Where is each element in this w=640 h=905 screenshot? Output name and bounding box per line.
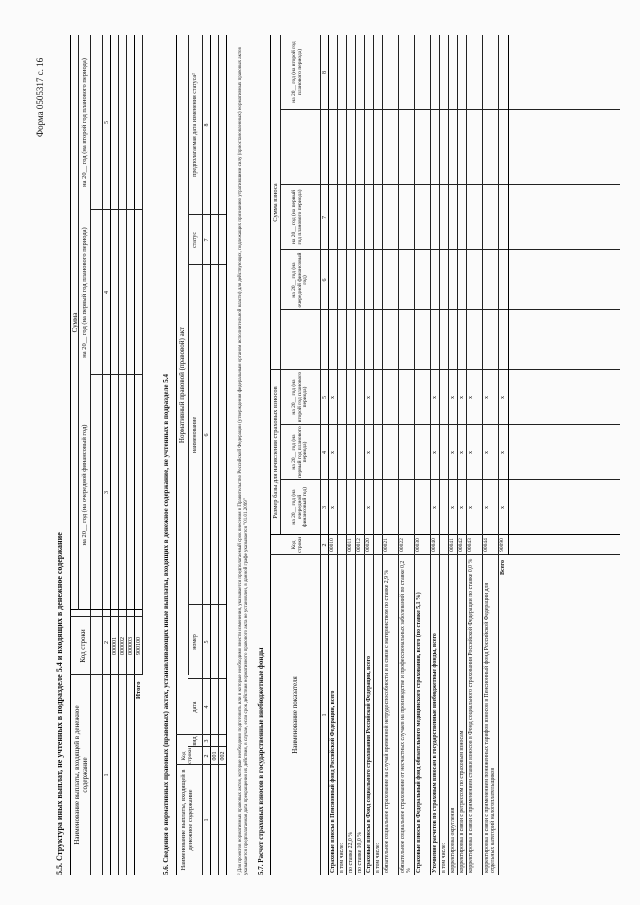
s57-colnum-5: 5: [322, 396, 328, 399]
x-mark: x: [329, 451, 336, 454]
x-mark: x: [449, 451, 456, 454]
s57-header-y1: на 20__ год (на очередной финансовый год): [291, 487, 308, 527]
s56-colnum-6: 6: [204, 433, 210, 437]
x-mark: x: [483, 451, 490, 454]
s57-colnum-7: 7: [322, 216, 328, 219]
s55-colnum-3: 3: [104, 491, 110, 494]
s56-colnum-8: 8: [204, 123, 210, 127]
x-mark: x: [483, 396, 490, 399]
s56-colnum-3: 3: [204, 739, 210, 743]
row-code: 00041: [449, 538, 455, 552]
x-mark: x: [365, 451, 372, 454]
s57-header-y2b: на 20__ год (на первый год планового периода): [291, 189, 303, 245]
section-5-5-title: 5.5. Структура иных выплат, не учтенных в подразделе 5.4 и входящих в денежное содержание: [55, 532, 64, 875]
footnote: ² Для проектов нормативных правовых актов, которые необходимо подготовить или в которые необходимо внести изменения, указывается предполагаемый срок внесения в Правительство Российской Федерации (утверждения федеральным органом исполнительной власти) для действующих, подлежащих признанию утратившими силу (приостановленных) нормативных правовых актов указывается предполагаемая дата прекращения их действия, в случае, если срок действия нормативного правового акта не установлен, в данной графе указывается "01.01.2099": [238, 47, 249, 875]
x-mark: x: [329, 506, 336, 509]
rotated-sheet: [30, 35, 620, 875]
s57-header-y3: на 20__ год (на второй год планового периода): [291, 371, 308, 423]
row-label: Уточнение расчетов по страховым взносам в государственные внебюджетные фонды, всего: [431, 633, 438, 873]
row-code: 00011: [347, 538, 353, 552]
row-code: 00042: [458, 538, 464, 552]
s57-header-y3b: на 20__ год (на второй год планового периода): [291, 41, 303, 103]
x-mark: x: [431, 451, 438, 454]
s55-colnum-4: 4: [104, 291, 110, 294]
s56-header-act: Нормативный правовой (правовой) акт: [178, 326, 186, 444]
s56-header-naim: наименование: [192, 416, 198, 454]
row-code: 00043: [467, 538, 473, 552]
row-code: 00040: [431, 538, 437, 552]
row-label: корректировка округления: [449, 807, 456, 873]
row-label: в том числе:: [374, 842, 381, 873]
x-mark: x: [365, 506, 372, 509]
row-code: 00044: [483, 538, 489, 552]
x-mark: x: [449, 396, 456, 399]
s56-colnum-5: 5: [204, 640, 210, 644]
s57-header-sum: Сумма взноса: [272, 183, 279, 222]
form-code: Форма 0505317 с. 16: [35, 57, 45, 137]
row-code: 00012: [356, 538, 362, 552]
s55-row-code: 000001: [112, 637, 118, 655]
row-label: корректировка в связи с применением ставки взносов в Фонд социального страхования Российской Федерации по ставке 0,0 %: [467, 558, 474, 873]
row-label: Страховые взносы в Пенсионный фонд Российской Федерации, всего: [329, 690, 336, 873]
s57-header-y2: на 20__ год (на первый год планового периода): [291, 426, 308, 478]
s56-header-vid: вид: [192, 736, 198, 746]
section-5-7-title: 5.7. Расчет страховых взносов в государственные внебюджетные фонды: [257, 647, 265, 875]
s56-header-date-change: предполагаемая дата изменения статуса²: [192, 73, 198, 177]
s56-header-date: дата: [192, 701, 198, 713]
s56-row-code: 001: [212, 751, 218, 761]
x-mark: x: [499, 396, 506, 399]
s55-colnum-2: 2: [104, 641, 110, 644]
row-label: по ставке 22,0 %: [347, 831, 354, 873]
s55-header-name: Наименование выплаты, входящей в денежное содержание: [73, 705, 89, 845]
s57-total-label: Всего: [500, 560, 506, 575]
x-mark: x: [329, 396, 336, 399]
row-label: по ставке 10,0 %: [356, 831, 363, 873]
s55-colnum-1: 1: [104, 773, 110, 777]
x-mark: x: [499, 451, 506, 454]
row-label: в том числе:: [338, 842, 345, 873]
s57-header-y1b: на 20__ год (на очередной финансовый год): [291, 252, 308, 308]
row-label: корректировка в связи с применением пониженных тарифов взносов в Пенсионный фонд Российской Федерации для отдельных категорий налогоплательщиков: [483, 582, 497, 873]
s57-header-rate: Размер базы для начисления страховых взносов: [272, 386, 279, 519]
s56-header-code: Код строки: [181, 747, 193, 765]
s56-header-name: Наименование выплаты, входящей в денежное содержание: [180, 769, 195, 871]
s55-total-code: 900100: [136, 637, 142, 655]
s55-row-code: 000002: [120, 637, 126, 655]
s57-colnum-1: 1: [322, 713, 328, 717]
x-mark: x: [483, 506, 490, 509]
row-code: 00020: [365, 538, 371, 552]
s55-header-sum: Сумма: [71, 312, 79, 333]
x-mark: x: [431, 396, 438, 399]
s56-header-nomer: номер: [192, 634, 198, 650]
row-label: в том числе:: [440, 842, 447, 873]
x-mark: x: [458, 451, 465, 454]
row-label: Страховые взносы в Фонд социального страхования Российской Федерации, всего: [365, 656, 372, 873]
s57-colnum-2: 2: [322, 543, 328, 547]
row-label: Страховые взносы в Федеральный фонд обязательного медицинского страхования, всего (по ставке 5,1 %): [415, 592, 422, 873]
s56-header-status: статус: [192, 231, 198, 249]
s56-colnum-7: 7: [204, 238, 210, 242]
s55-header-y2: на 20__ год (на первый год планового периода): [81, 227, 88, 358]
s55-row-code: 000003: [128, 637, 134, 655]
s57-colnum-8: 8: [322, 71, 328, 74]
s55-header-y1: на 20__ год (на очередной финансовый год): [81, 424, 88, 546]
x-mark: x: [365, 396, 372, 399]
row-code: 00022: [399, 538, 405, 552]
x-mark: x: [431, 506, 438, 509]
x-mark: x: [467, 451, 474, 454]
s57-colnum-6: 6: [322, 278, 328, 282]
x-mark: x: [458, 506, 465, 509]
s57-total-code: 90090: [499, 538, 505, 552]
s56-colnum-2: 2: [204, 754, 210, 758]
row-label: корректировка в связи с регрессом по страховым взносам: [458, 730, 465, 873]
x-mark: x: [458, 396, 465, 399]
x-mark: x: [499, 506, 506, 509]
row-code: 00021: [383, 538, 389, 552]
s55-total-label: Итого: [135, 681, 142, 699]
s56-row-code: 002: [220, 751, 226, 761]
s57-colnum-3: 3: [322, 506, 328, 509]
x-mark: x: [449, 506, 456, 509]
x-mark: x: [467, 506, 474, 509]
x-mark: x: [467, 396, 474, 399]
s57-header-code: Код строки: [291, 536, 303, 554]
s56-colnum-4: 4: [204, 705, 210, 709]
s55-colnum-5: 5: [104, 121, 110, 124]
row-label: обязательное социальное страхование на случай временной нетрудоспособности и в связи с материнством по ставке 2,9 %: [383, 569, 390, 873]
row-code: 00010: [329, 538, 335, 552]
s57-header-name: Наименование показателя: [291, 676, 299, 754]
section-5-6-title: 5.6. Сведения о нормативных правовых (правовых) актах, устанавливающих иные выплаты, входящих в денежное содержание, не учтенных в подразделе 5.4: [162, 373, 170, 875]
row-label: обязательное социальное страхование от несчастных случаев на производстве и профессиональных заболеваний по ставке 0,2 %: [399, 560, 413, 873]
s55-header-y3: на 20__ год (на второй год планового периода): [81, 58, 88, 187]
s57-colnum-4: 4: [322, 451, 328, 454]
s55-header-code: Код строки: [79, 629, 87, 663]
s56-colnum-1: 1: [204, 818, 210, 822]
row-code: 00030: [415, 538, 421, 552]
